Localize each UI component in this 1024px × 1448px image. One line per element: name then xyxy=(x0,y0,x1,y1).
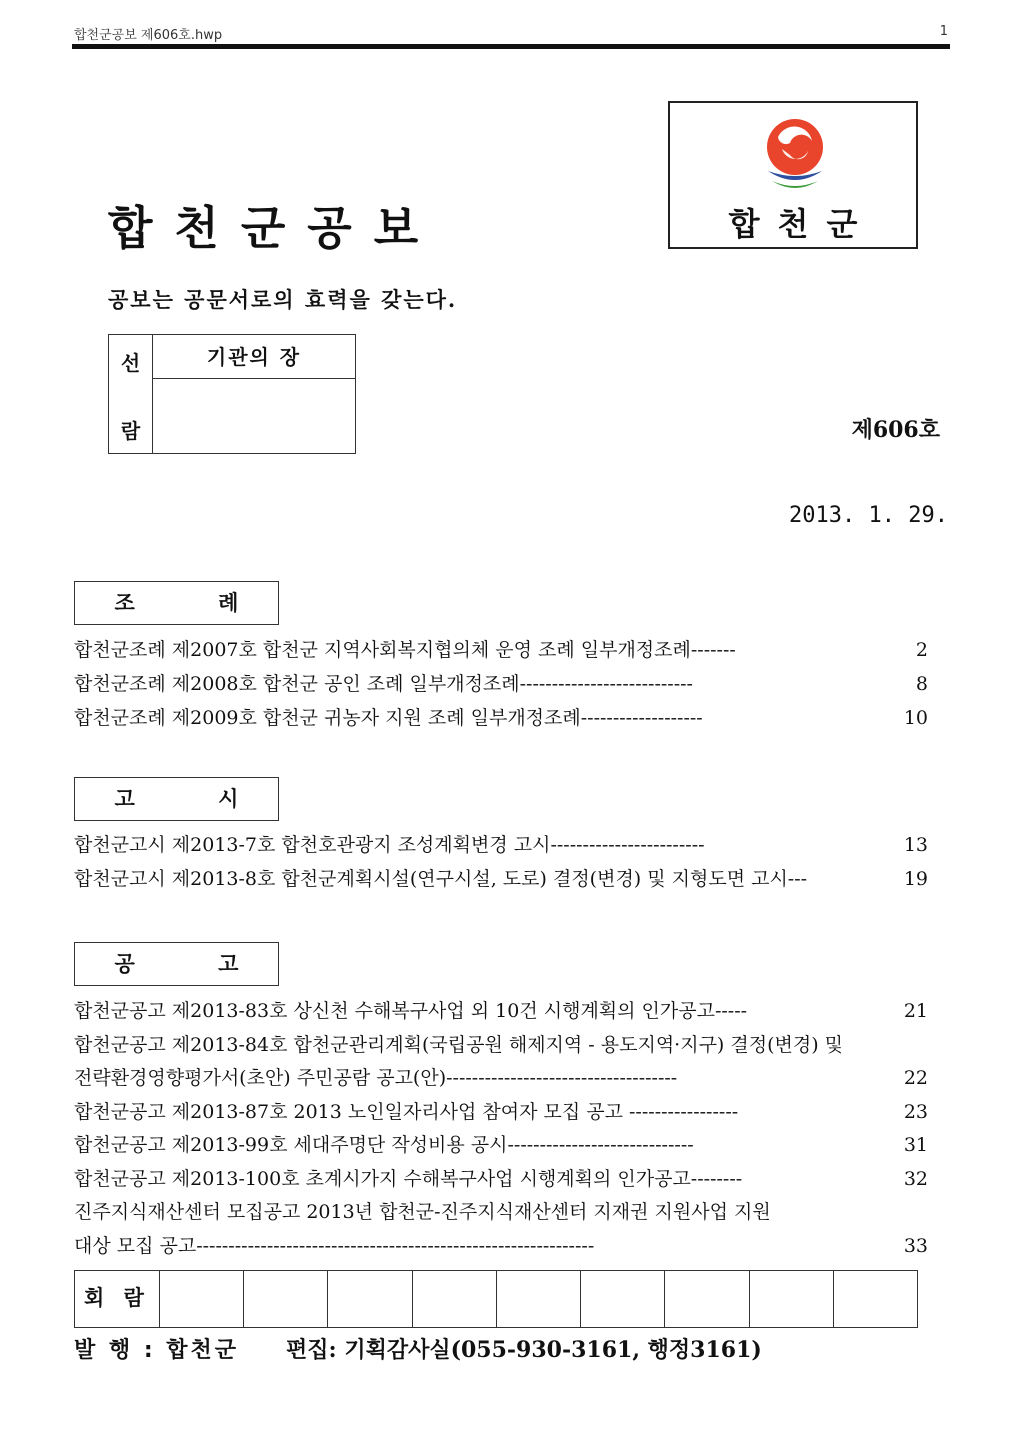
toc-entry-text: 합천군고시 제2013-7호 합천호관광지 조성계획변경 고시------------------------ xyxy=(74,834,705,856)
routing-table xyxy=(74,1270,918,1328)
toc-entry-page: 2 xyxy=(915,639,928,661)
toc-entry-text: 진주지식재산센터 모집공고 2013년 합천군-진주지식재산센터 지재권 지원사업 지원 xyxy=(74,1201,771,1223)
routing-cell xyxy=(328,1271,412,1327)
toc-entry xyxy=(74,1030,936,1060)
toc-entry-text: 전략환경영향평가서(초안) 주민공람 공고(안)------------------------------------ xyxy=(74,1067,678,1089)
toc-entry-text: 대상 모집 공고-------------------------------------------------------------- xyxy=(74,1235,595,1257)
routing-cell xyxy=(244,1271,328,1327)
routing-cell xyxy=(160,1271,244,1327)
toc-entry xyxy=(74,669,936,699)
toc-entry xyxy=(74,703,936,733)
toc-entry-text: 합천군공고 제2013-83호 상신천 수해복구사업 외 10건 시행계획의 인가공고----- xyxy=(74,1000,748,1022)
toc-entry-text: 합천군조례 제2007호 합천군 지역사회복지협의체 운영 조례 일부개정조례------- xyxy=(74,639,736,661)
publisher: 발 행 : 합천군 xyxy=(74,1338,240,1363)
page-number: 1 xyxy=(939,24,948,39)
routing-cell xyxy=(834,1271,917,1327)
toc-entry xyxy=(74,1097,936,1127)
routing-cell xyxy=(413,1271,497,1327)
toc-entry xyxy=(74,1164,936,1194)
toc-entry xyxy=(74,1231,936,1261)
issue-number: 제606호 xyxy=(851,417,940,443)
toc-entry xyxy=(74,996,936,1026)
top-rule xyxy=(72,44,950,49)
gazette-subtitle: 공보는 공문서로의 효력을 갖는다. xyxy=(108,287,458,312)
routing-cell xyxy=(581,1271,665,1327)
toc-entry-page: 31 xyxy=(903,1134,928,1156)
routing-cell xyxy=(497,1271,581,1327)
routing-label: 회 람 xyxy=(75,1271,160,1327)
toc-entry-page: 19 xyxy=(903,868,928,890)
approval-label-column xyxy=(109,335,153,453)
toc-entry-text: 합천군공고 제2013-99호 세대주명단 작성비용 공시----------------------------- xyxy=(74,1134,694,1156)
toc-entry-text: 합천군조례 제2008호 합천군 공인 조례 일부개정조례--------------------------- xyxy=(74,673,693,695)
toc-entry-page: 21 xyxy=(903,1000,928,1022)
toc-entry xyxy=(74,830,936,860)
toc-entry-page: 32 xyxy=(903,1168,928,1190)
toc-entry-page: 10 xyxy=(903,707,928,729)
toc-entry-page: 13 xyxy=(903,834,928,856)
toc-entry-text: 합천군공고 제2013-84호 합천군관리계획(국립공원 해제지역 - 용도지역·지구) 결정(변경) 및 xyxy=(74,1034,844,1056)
emblem-name: 합천군 xyxy=(728,205,876,243)
approval-head: 기관의 장 xyxy=(153,335,355,379)
approval-box xyxy=(108,334,356,454)
gazette-title: 합천군공보 xyxy=(108,201,441,255)
file-name: 합천군공보 제606호.hwp xyxy=(74,28,223,43)
toc-entry-page: 8 xyxy=(915,673,928,695)
toc-entry xyxy=(74,1197,936,1227)
emblem-logo-icon xyxy=(760,115,830,195)
toc-entry xyxy=(74,635,936,665)
toc-entry xyxy=(74,864,936,894)
county-emblem xyxy=(668,101,918,249)
routing-cell xyxy=(750,1271,834,1327)
toc-entry-page: 33 xyxy=(903,1235,928,1257)
issue-date: 2013. 1. 29. xyxy=(789,503,948,528)
approval-label-top: 선 xyxy=(120,351,141,375)
section-heading-announcement: 공 고 xyxy=(74,942,279,986)
toc-entry-text: 합천군공고 제2013-87호 2013 노인일자리사업 참여자 모집 공고 ----------------- xyxy=(74,1101,739,1123)
approval-label-bottom: 람 xyxy=(120,419,141,443)
toc-entry xyxy=(74,1063,936,1093)
toc-entry xyxy=(74,1130,936,1160)
running-head xyxy=(74,22,950,42)
footer xyxy=(74,1333,762,1364)
toc-entry-text: 합천군조례 제2009호 합천군 귀농자 지원 조례 일부개정조례------------------- xyxy=(74,707,703,729)
routing-cell xyxy=(665,1271,749,1327)
editor-contact: 편집: 기획감사실(055-930-3161, 행정3161) xyxy=(286,1337,762,1363)
toc-entry-text: 합천군공고 제2013-100호 초계시가지 수해복구사업 시행계획의 인가공고-------- xyxy=(74,1168,743,1190)
section-heading-notice: 고 시 xyxy=(74,777,279,821)
toc-entry-page: 23 xyxy=(903,1101,928,1123)
toc-entry-text: 합천군고시 제2013-8호 합천군계획시설(연구시설, 도로) 결정(변경) 및 지형도면 고시--- xyxy=(74,868,808,890)
toc-entry-page: 22 xyxy=(903,1067,928,1089)
section-heading-ordinance: 조 례 xyxy=(74,581,279,625)
